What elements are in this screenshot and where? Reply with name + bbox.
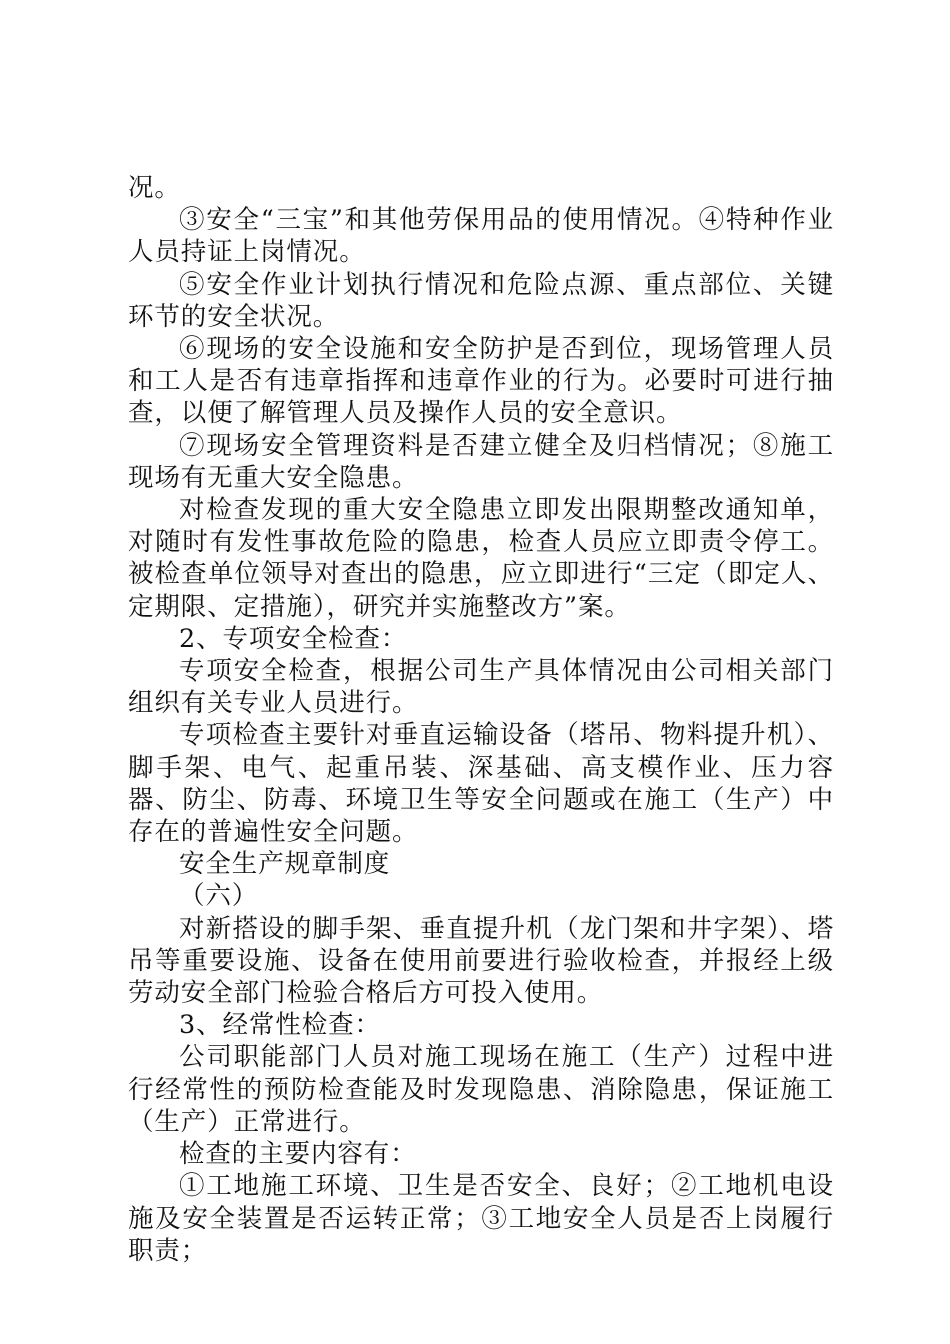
paragraph-item-3-4: ③安全“三宝”和其他劳保用品的使用情况。④特种作业人员持证上岗情况。: [128, 205, 834, 268]
paragraph-acceptance-inspection: 对新搭设的脚手架、垂直提升机（龙门架和井字架）、塔吊等重要设施、设备在使用前要进行验收检查，并报经上级劳动安全部门检验合格后方可投入使用。: [128, 913, 834, 1009]
paragraph-item-7-8: ⑦现场安全管理资料是否建立健全及归档情况；⑧施工现场有无重大安全隐患。: [128, 430, 834, 493]
paragraph-inspection-content-heading: 检查的主要内容有：: [179, 1139, 417, 1170]
section-heading-regular-inspection: 3、经常性检查：: [179, 1010, 381, 1041]
paragraph-special-inspection-scope: 专项检查主要针对垂直运输设备（塔吊、物料提升机）、脚手架、电气、起重吊装、深基础、高支模作业、压力容器、防尘、防毒、环境卫生等安全问题或在施工（生产）中存在的普遍性安全问题。: [128, 720, 834, 848]
paragraph-regular-inspection-intro: 公司职能部门人员对施工现场在施工（生产）过程中进行经常性的预防检查能及时发现隐患、消除隐患，保证施工（生产）正常进行。: [128, 1042, 834, 1137]
paragraph-section-six: （六）: [179, 881, 259, 912]
paragraph-continuation: 况。: [128, 173, 181, 203]
paragraph-rules-title: 安全生产规章制度: [179, 849, 391, 880]
paragraph-special-inspection-intro: 专项安全检查，根据公司生产具体情况由公司相关部门组织有关专业人员进行。: [128, 656, 834, 719]
paragraph-item-6: ⑥现场的安全设施和安全防护是否到位，现场管理人员和工人是否有违章指挥和违章作业的行为。必要时可进行抽查，以便了解管理人员及操作人员的安全意识。: [128, 334, 834, 429]
paragraph-item-5: ⑤安全作业计划执行情况和危险点源、重点部位、关键环节的安全状况。: [128, 269, 834, 332]
paragraph-inspection-content-items: ①工地施工环境、卫生是否安全、良好；②工地机电设施及安全装置是否运转正常；③工地安全人员是否上岗履行职责；: [128, 1171, 834, 1266]
section-heading-special-inspection: 2、专项安全检查：: [179, 623, 408, 654]
document-body: [128, 172, 834, 1267]
paragraph-hazard-rectification: 对检查发现的重大安全隐患立即发出限期整改通知单，对随时有发性事故危险的隐患，检查人员应立即责令停工。被检查单位领导对查出的隐患，应立即进行“三定（即定人、定期限、定措施），研究并实施整改方”案。: [128, 495, 834, 622]
